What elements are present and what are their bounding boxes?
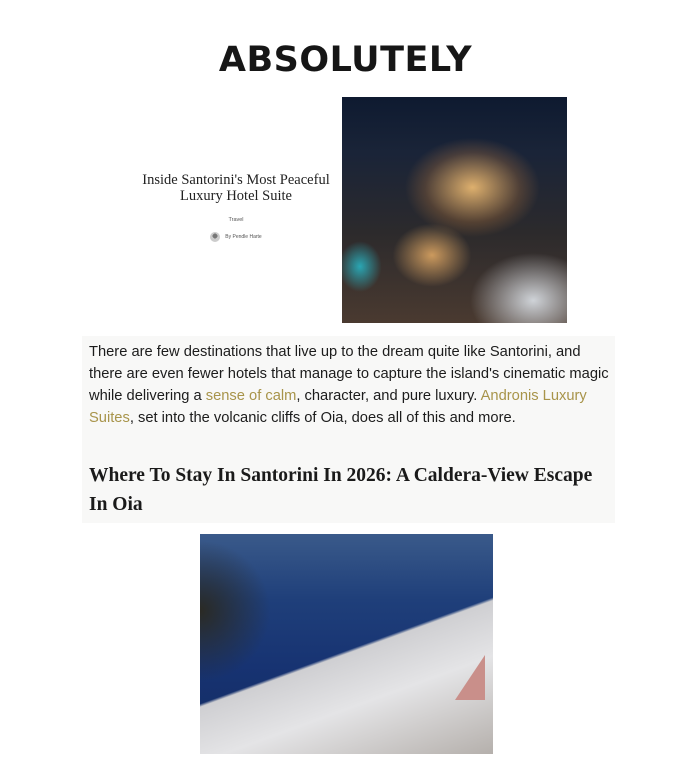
link-sense-of-calm[interactable]: sense of calm bbox=[205, 388, 297, 404]
featured-card[interactable] bbox=[120, 172, 352, 242]
para-text: , set into the volcanic cliffs of Oia, does all of this and more. bbox=[129, 410, 516, 426]
section-heading: Where To Stay In Santorini In 2026: A Caldera-View Escape In Oia bbox=[89, 465, 593, 515]
para-text: There are few destinations that live up to the dream quite like Santorini, and there are even fewer hotels that manage to capture the island's cinematic magic while delivering a bbox=[89, 344, 609, 404]
link-andronis-luxury-suites[interactable]: Andronis Luxury Suites bbox=[89, 388, 587, 426]
hero-image-night-terrace[interactable] bbox=[342, 97, 567, 323]
author-name[interactable]: By Pendle Harte bbox=[225, 234, 262, 240]
site-logo[interactable]: ABSOLUTELY bbox=[218, 40, 473, 80]
card-title[interactable]: Inside Santorini's Most Peaceful Luxury Hotel Suite bbox=[142, 172, 330, 204]
card-category[interactable]: Travel bbox=[228, 217, 244, 223]
para-text: , character, and pure luxury. bbox=[296, 388, 481, 404]
caldera-view-image[interactable] bbox=[200, 534, 493, 754]
author-avatar bbox=[210, 232, 220, 242]
intro-paragraph bbox=[89, 341, 614, 429]
byline bbox=[120, 232, 352, 242]
shade-sail bbox=[455, 655, 485, 700]
